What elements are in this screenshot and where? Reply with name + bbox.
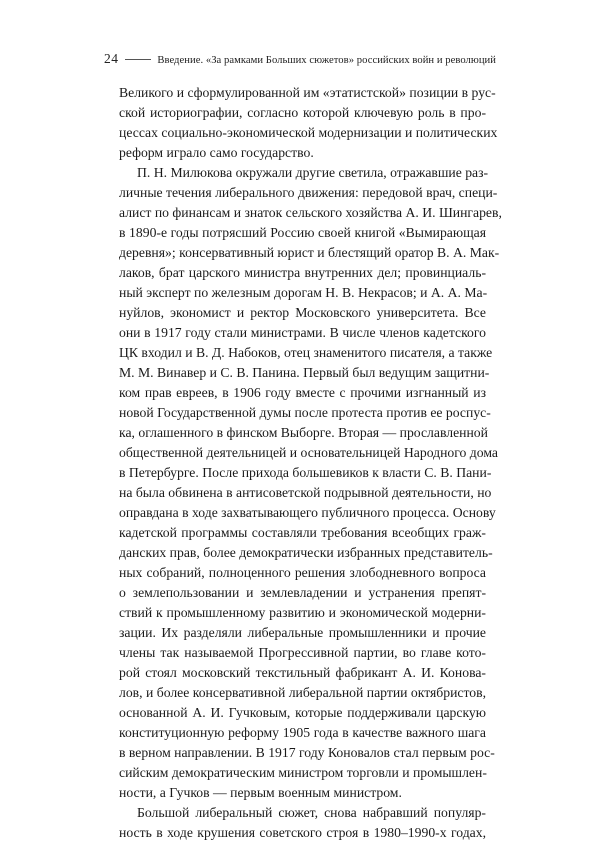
running-head-title: Введение. «За рамками Больших сюжетов» российских войн и революций — [157, 55, 496, 66]
text-line: оправдана в ходе захватывающего публичного процесса. Основу — [119, 505, 496, 520]
text-line: в 1890-е годы потрясший Россию своей книгой «Вымирающая — [119, 225, 486, 240]
text-line: Великого и сформулированной им «этатистской» позиции в рус- — [119, 85, 496, 100]
text-line: ность в ходе крушения советского строя в 1980–1990-х годах, — [119, 825, 486, 840]
text-line: лов, и более консервативной либеральной партии октябристов, — [119, 685, 487, 700]
text-line: ствий к промышленному развитию и экономической модерни- — [119, 605, 486, 620]
paragraph — [119, 83, 498, 163]
text-line: в Петербурге. После прихода большевиков к власти С. В. Пани- — [119, 465, 492, 480]
text-line: ком прав евреев, в 1906 году вместе с прочими изгнанный из — [119, 385, 486, 400]
text-line: члены так называемой Прогрессивной партии, во главе кото- — [119, 645, 486, 660]
text-line: ности, а Гучков — первым военным министром. — [119, 785, 402, 800]
text-line: о землепользовании и землевладении и устранения препят- — [119, 585, 486, 600]
text-line: основанной А. И. Гучковым, которые поддерживали царскую — [119, 705, 486, 720]
text-line: П. Н. Милюкова окружали другие светила, отражавшие раз- — [137, 165, 489, 180]
header-rule — [125, 59, 152, 60]
text-line: цессах социально-экономической модернизации и политических — [119, 125, 498, 140]
text-line: лаков, брат царского министра внутренних дел; провинциаль- — [119, 265, 486, 280]
text-line: конституционную реформу 1905 года в качестве важного шага — [119, 725, 486, 740]
paragraph — [119, 163, 502, 803]
text-line: ных собраний, полноценного решения злободневного вопроса — [119, 565, 486, 580]
text-line: нуйлов, экономист и ректор Московского университета. Все — [119, 305, 486, 320]
text-line: реформ играло само государство. — [119, 145, 314, 160]
text-line: сийским демократическим министром торговли и промышлен- — [119, 765, 487, 780]
text-line: в верном направлении. В 1917 году Коновалов стал первым рос- — [119, 745, 495, 760]
text-line: новой Государственной думы после протеста против ее роспус- — [119, 405, 491, 420]
text-line: они в 1917 году стали министрами. В числе членов кадетского — [119, 325, 486, 340]
text-line: ЦК входил и В. Д. Набоков, отец знаменитого писателя, а также — [119, 345, 493, 360]
text-line: данских прав, более демократически избранных представитель- — [119, 545, 493, 560]
text-line: рой стоял московский текстильный фабрикант А. И. Конова- — [119, 665, 486, 680]
text-line: ный эксперт по железным дорогам Н. В. Некрасов; и А. А. Ма- — [119, 285, 488, 300]
text-line: зации. Их разделяли либеральные промышленники и прочие — [119, 625, 486, 640]
text-line: личные течения либерального движения: передовой врач, специ- — [119, 185, 498, 200]
text-line: кадетской программы составляли требования всеобщих граж- — [119, 525, 486, 540]
text-line: Большой либеральный сюжет, снова набравший популяр- — [137, 805, 486, 820]
text-line: алист по финансам и знаток сельского хозяйства А. И. Шингарев, — [119, 205, 502, 220]
paragraph — [119, 803, 486, 843]
text-line: ской историографии, согласно которой ключевую роль в про- — [119, 105, 486, 120]
text-line: общественной деятельницей и основательницей Народного дома — [119, 445, 498, 460]
running-head — [104, 51, 496, 69]
page-number: 24 — [104, 51, 119, 66]
text-line: М. М. Винавер и С. В. Панина. Первый был ведущим защитни- — [119, 365, 490, 380]
body-text — [119, 83, 502, 843]
text-line: на была обвинена в антисоветской подрывной деятельности, но — [119, 485, 492, 500]
text-line: деревня»; консервативный юрист и блестящий оратор В. А. Мак- — [119, 245, 500, 260]
text-line: ка, оглашенного в финском Выборге. Вторая — прославленной — [119, 425, 488, 440]
